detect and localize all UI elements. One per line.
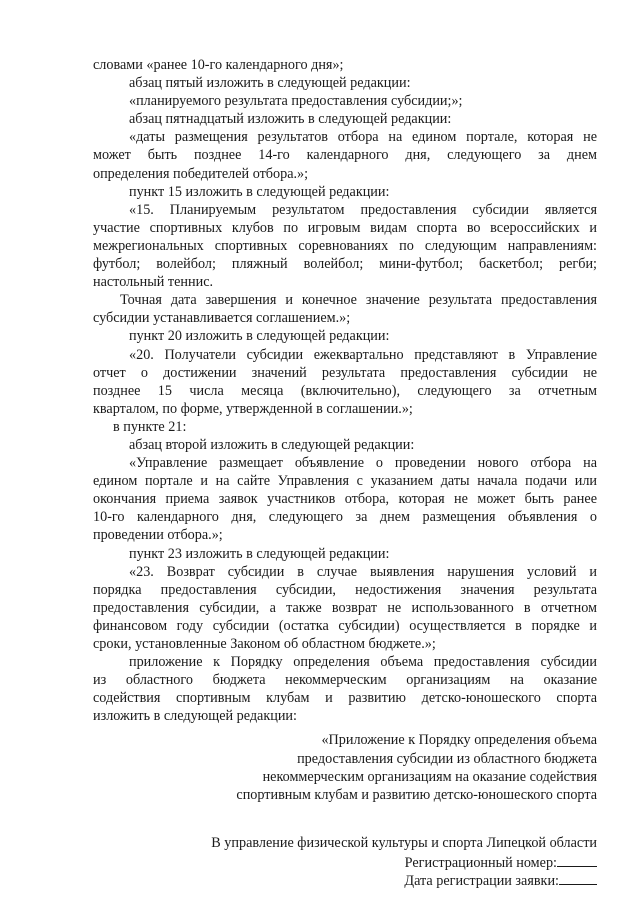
text-line: абзац пятнадцатый изложить в следующей редакции: [129, 111, 452, 128]
appendix-title-line: некоммерческим организациям на оказание содействия [262, 768, 597, 785]
registration-date-label: Дата регистрации заявки: [404, 873, 559, 889]
text-line: «Управление размещает объявление о проведении нового отбора на [129, 455, 597, 472]
registration-number-label: Регистрационный номер: [404, 854, 557, 871]
text-line: пункт 20 изложить в следующей редакции: [129, 328, 390, 345]
text-line: проведении отбора.»; [93, 527, 223, 544]
text-line: едином портале и на сайте Управления с указанием даты начала подачи или [93, 473, 597, 490]
text-line: пункт 23 изложить в следующей редакции: [129, 545, 390, 562]
registration-number-blank [557, 852, 597, 867]
text-line: 10-го календарного дня, следующего за днем размещения объявления о [93, 509, 597, 526]
text-line: «даты размещения результатов отбора на едином портале, которая не [129, 129, 597, 146]
text-line: может быть позднее 14-го календарного дня, следующего за днем [93, 147, 597, 164]
text-line: предоставления субсидии, а также возврат не использованного в отчетном [93, 599, 597, 616]
text-line: субсидии устанавливается соглашением.»; [93, 310, 351, 327]
application-header [93, 834, 597, 888]
text-line: в пункте 21: [113, 418, 187, 435]
text-line: словами «ранее 10-го календарного дня»; [93, 57, 344, 73]
appendix-title-line: предоставления субсидии из областного бюджета [297, 750, 597, 767]
text-line: изложить в следующей редакции: [93, 708, 297, 725]
text-line: содействия спортивным клубам и развитию детско-юношеского спорта [93, 690, 597, 707]
appendix-title [93, 731, 597, 803]
registration-number-row [93, 852, 597, 870]
text-line: участие спортивных клубов по игровым видам спорта во всероссийских и [93, 219, 597, 236]
text-line: абзац пятый изложить в следующей редакции: [129, 75, 411, 92]
text-line: «15. Планируемым результатом предоставления субсидии является [129, 201, 597, 218]
text-line: футбол; волейбол; пляжный волейбол; мини-футбол; баскетбол; регби; [93, 256, 597, 273]
text-line: отчет о достижении значений результата предоставления субсидии не [93, 364, 597, 381]
text-line: межрегиональных спортивных соревнованиях по следующим направлениям: [93, 237, 597, 254]
text-line: абзац второй изложить в следующей редакции: [129, 436, 415, 453]
text-line: «23. Возврат субсидии в случае выявления нарушения условий и [129, 563, 597, 580]
text-line: настольный теннис. [93, 274, 214, 291]
text-line: определения победителей отбора.»; [93, 165, 309, 182]
appendix-title-line: «Приложение к Порядку определения объема [321, 732, 597, 749]
text-line: порядка предоставления субсидии, недостижения значения результата [93, 581, 597, 598]
text-line: финансовом году субсидии (остатка субсидии) осуществляется в порядке и [93, 617, 597, 634]
appendix-title-line: спортивным клубам и развитию детско-юношеского спорта [236, 786, 597, 803]
text-line: кварталом, по форме, утвержденной в соглашении.»; [93, 400, 413, 417]
text-line: «планируемого результата предоставления субсидии;»; [129, 93, 463, 110]
text-line: из областного бюджета некоммерческим организациям на оказание [93, 672, 597, 689]
text-line: позднее 15 числа месяца (включительно), следующего за отчетным [93, 382, 597, 399]
addressee: В управление физической культуры и спорта Липецкой области [211, 834, 597, 851]
text-line: приложение к Порядку определения объема предоставления субсидии [129, 654, 597, 671]
text-line: Точная дата завершения и конечное значение результата предоставления [120, 292, 597, 309]
document-page [93, 56, 597, 888]
registration-date-blank [559, 870, 597, 885]
text-line: окончания приема заявок участников отбора, которая не может быть ранее [93, 491, 597, 508]
text-line: «20. Получатели субсидии ежеквартально представляют в Управление [129, 346, 597, 363]
text-line: пункт 15 изложить в следующей редакции: [129, 183, 390, 200]
text-line: сроки, установленные Законом об областном бюджете.»; [93, 636, 436, 652]
registration-date-row [93, 870, 597, 888]
